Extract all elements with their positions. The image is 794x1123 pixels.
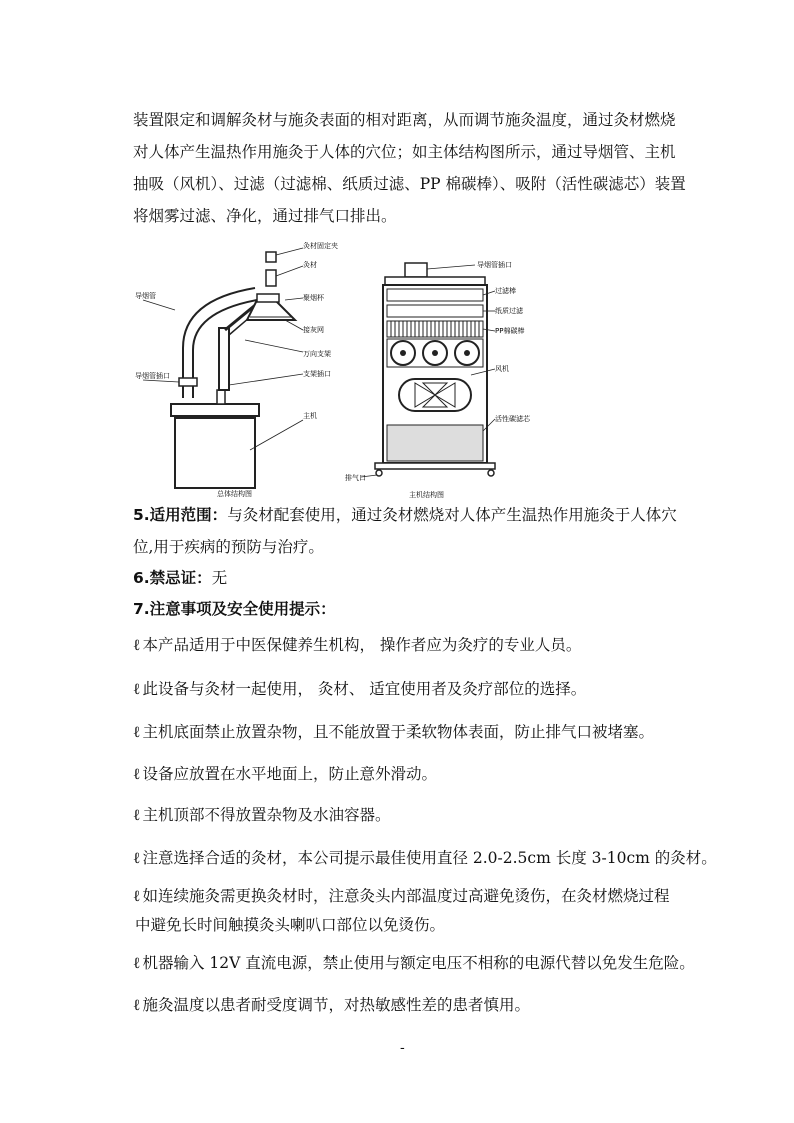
note-7 (133, 884, 669, 906)
moxa-stick (266, 270, 276, 286)
section-7-heading: 7.注意事项及安全使用提示： (133, 600, 336, 618)
host-body (175, 418, 255, 488)
fan-icon (399, 379, 471, 411)
page-number: - (400, 1040, 405, 1056)
pp-carbon-rod (387, 321, 483, 337)
bullet-icon: ℓ (133, 723, 141, 741)
intro-line-4: 将烟雾过滤、净化，通过排气口排出。 (133, 207, 397, 225)
intro-line-3: 抽吸（风机）、过滤（过滤棉、纸质过滤、PP 棉碳棒）、吸附（活性碳滤芯）装置 (133, 175, 686, 193)
intro-line-2: 对人体产生温热作用施灸于人体的穴位；如主体结构图所示，通过导烟管、主机 (133, 143, 676, 161)
overall-structure-figure (135, 240, 345, 502)
section-6-line (133, 566, 227, 588)
label-carbon-core: 活性碳滤芯 (495, 415, 530, 423)
label-smoke-hood: 聚烟杯 (303, 294, 324, 302)
label-fan: 风机 (495, 365, 509, 373)
bullet-icon: ℓ (133, 849, 141, 867)
note-1-text: 本产品适用于中医保健养生机构， 操作者应为灸疗的专业人员。 (142, 636, 582, 654)
label-ash-net: 接灰网 (303, 326, 324, 334)
note-2 (133, 677, 586, 699)
label-pipe-socket: 导烟管插口 (135, 372, 170, 380)
figure-caption-overall: 总体结构图 (217, 490, 252, 498)
bullet-icon: ℓ (133, 954, 141, 972)
note-5-text: 主机顶部不得放置杂物及水油容器。 (142, 806, 391, 824)
note-5 (133, 803, 390, 825)
note-2-text: 此设备与灸材一起使用， 灸材、 适宜使用者及灸疗部位的选择。 (142, 680, 587, 698)
activated-carbon-core (387, 425, 483, 461)
note-8 (133, 951, 695, 973)
section-6-text: 无 (211, 569, 228, 587)
label-moxa-holder: 灸材固定夹 (303, 242, 338, 250)
note-6 (133, 846, 717, 868)
note-3-text: 主机底面禁止放置杂物，且不能放置于柔软物体表面，防止排气口被堵塞。 (142, 723, 654, 741)
note-9 (133, 993, 530, 1015)
section-5-text-2: 位,用于疾病的预防与治疗。 (133, 538, 324, 556)
note-3 (133, 720, 654, 742)
note-4-text: 设备应放置在水平地面上，防止意外滑动。 (142, 765, 437, 783)
host-structure-figure (345, 255, 545, 502)
bullet-icon: ℓ (133, 806, 141, 824)
note-6-text: 注意选择合适的灸材，本公司提示最佳使用直径 2.0-2.5cm 长度 3-10cm 的灸材。 (142, 849, 717, 867)
section-5-line-1 (133, 503, 677, 525)
note-8-text: 机器输入 12V 直流电源，禁止使用与额定电压不相称的电源代替以免发生危险。 (142, 954, 695, 972)
label-universal-bracket: 万向支架 (303, 350, 331, 358)
note-1 (133, 633, 581, 655)
intro-line-1: 装置限定和调解灸材与施灸表面的相对距离，从而调节施灸温度，通过灸材燃烧 (133, 111, 676, 129)
section-5-heading: 5.适用范围： (133, 506, 228, 524)
label-pp-rod: PP棉碳棒 (495, 327, 525, 335)
bullet-icon: ℓ (133, 680, 141, 698)
note-9-text: 施灸温度以患者耐受度调节，对热敏感性差的患者慎用。 (142, 996, 530, 1014)
label-paper-filter: 纸质过滤 (495, 307, 523, 315)
bullet-icon: ℓ (133, 996, 141, 1014)
label-host: 主机 (303, 412, 317, 420)
note-7-continuation: 中避免长时间触摸灸头喇叭口部位以免烫伤。 (135, 916, 446, 934)
section-6-heading: 6.禁忌证： (133, 569, 212, 587)
label-smoke-pipe: 导烟管 (135, 292, 156, 300)
bullet-icon: ℓ (133, 765, 141, 783)
label-bracket-socket: 支架插口 (303, 370, 331, 378)
label-filter-rod: 过滤棒 (495, 287, 516, 295)
label-pipe-socket-host: 导烟管插口 (477, 261, 512, 269)
note-4 (133, 762, 437, 784)
note-7-text: 如连续施灸需更换灸材时，注意灸头内部温度过高避免烫伤，在灸材燃烧过程 (142, 887, 670, 905)
bullet-icon: ℓ (133, 887, 141, 905)
label-exhaust: 排气口 (345, 474, 366, 482)
label-moxa: 灸材 (303, 261, 317, 269)
figure-caption-host: 主机结构图 (409, 491, 444, 499)
bracket-pole (219, 328, 229, 390)
section-5-text-1: 与灸材配套使用，通过灸材燃烧对人体产生温热作用施灸于人体穴 (227, 506, 677, 524)
bullet-icon: ℓ (133, 636, 141, 654)
